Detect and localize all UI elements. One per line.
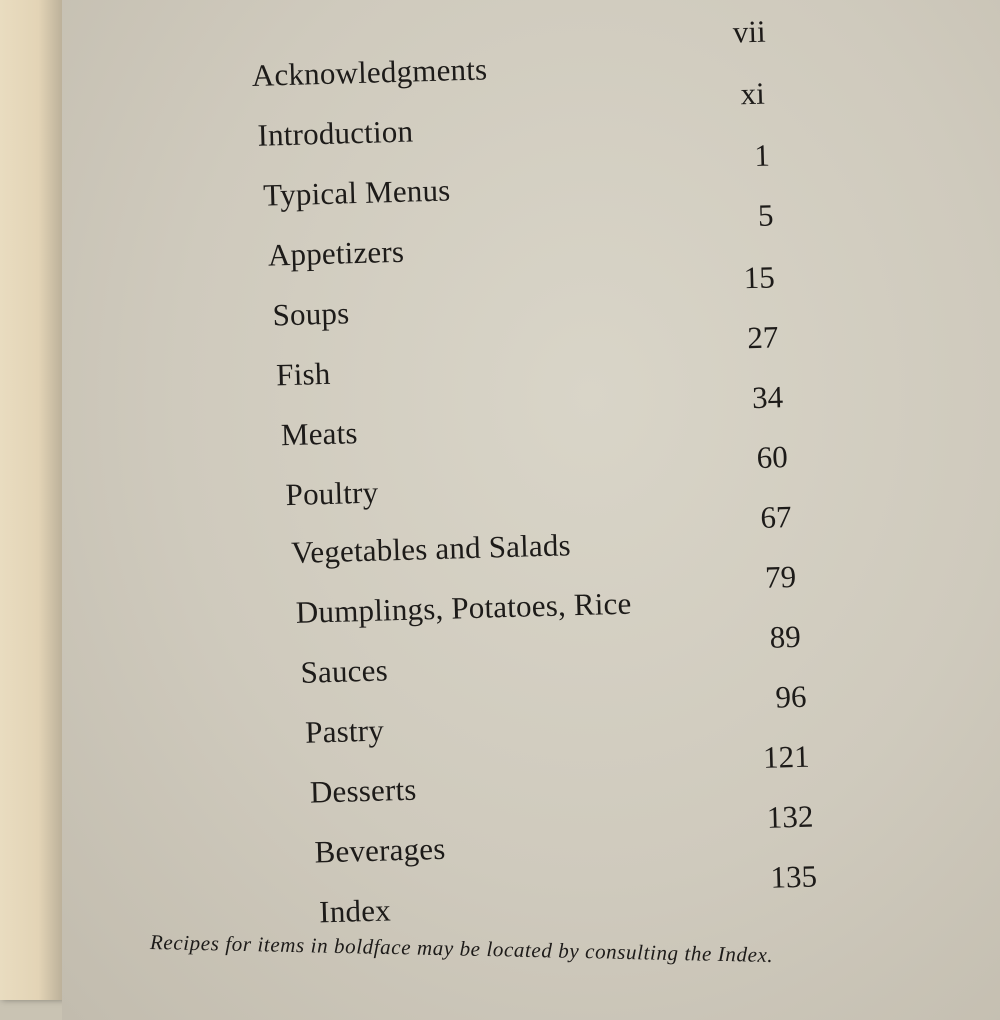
toc-title-pastry: Pastry	[304, 712, 385, 750]
toc-page-pastry: 96	[774, 678, 807, 715]
toc-page-desserts: 121	[762, 738, 811, 775]
toc-page-acknowledgments: vii	[732, 13, 767, 50]
toc-title-desserts: Desserts	[309, 771, 417, 810]
toc-page-fish: 27	[746, 319, 779, 356]
toc-page-introduction: xi	[740, 75, 766, 112]
toc-title-sauces: Sauces	[300, 652, 389, 690]
toc-title-dumplings-potatoes-rice: Dumplings, Potatoes, Rice	[295, 585, 632, 630]
toc-title-typical-menus: Typical Menus	[262, 172, 451, 213]
toc-title-soups: Soups	[272, 295, 350, 333]
footnote: Recipes for items in boldface may be located by consulting the Index.	[149, 930, 774, 968]
toc-page-typical-menus: 1	[753, 137, 771, 173]
toc-page-soups: 15	[743, 259, 776, 296]
toc-page-meats: 34	[751, 379, 784, 416]
toc-title-beverages: Beverages	[314, 830, 446, 870]
toc-page-poultry: 60	[756, 439, 789, 475]
toc-title-index: Index	[318, 892, 392, 930]
toc-page-dumplings-potatoes-rice: 79	[764, 558, 797, 595]
toc-page-vegetables-and-salads: 67	[759, 499, 792, 535]
toc-title-poultry: Poultry	[285, 474, 379, 513]
toc-title-fish: Fish	[275, 355, 331, 393]
toc-title-vegetables-and-salads: Vegetables and Salads	[290, 527, 572, 571]
toc-page-index: 135	[769, 858, 818, 895]
toc-title-meats: Meats	[280, 415, 359, 453]
toc-title-introduction: Introduction	[257, 113, 414, 153]
toc-title-acknowledgments: Acknowledgments	[251, 51, 488, 93]
toc-title-appetizers: Appetizers	[267, 233, 405, 273]
toc-page-beverages: 132	[766, 798, 814, 835]
toc-page-sauces: 89	[769, 618, 802, 655]
toc-page-appetizers: 5	[757, 197, 774, 233]
